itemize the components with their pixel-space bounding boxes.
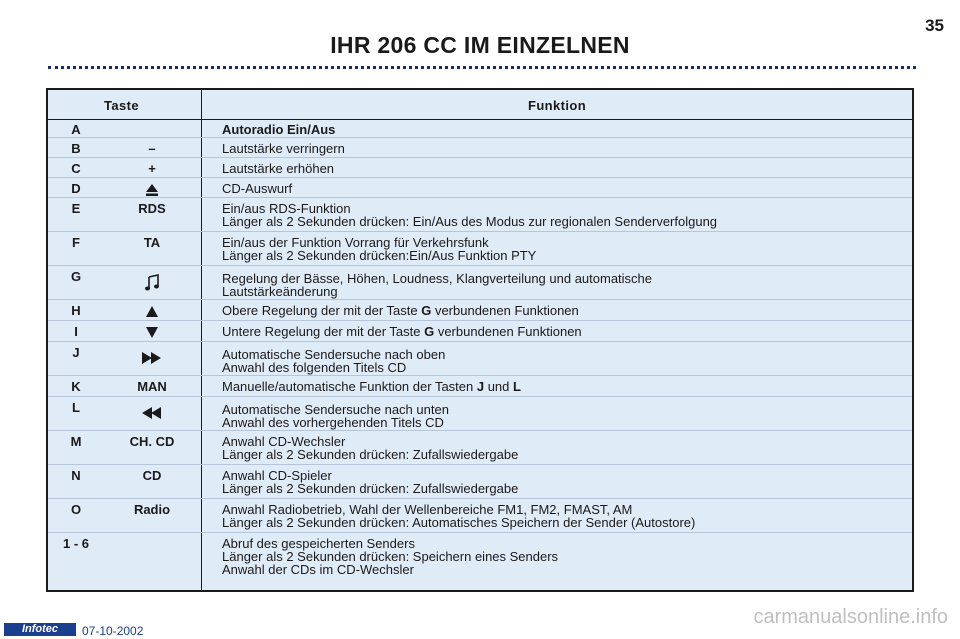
row-symbol: Radio — [133, 502, 171, 517]
dotted-rule — [48, 66, 916, 69]
row-key: J — [72, 345, 80, 360]
row-description — [222, 503, 902, 529]
row-key: H — [71, 303, 81, 318]
row-key: G — [70, 269, 82, 284]
table-row — [48, 499, 912, 533]
infotec-badge: Infotec — [4, 623, 76, 636]
row-key: O — [70, 502, 82, 517]
description-line: Lautstärkeänderung — [222, 284, 338, 299]
description-line: Länger als 2 Sekunden drücken:Ein/Aus Funktion PTY — [222, 248, 537, 263]
row-description — [222, 325, 902, 338]
table-row — [48, 376, 912, 397]
description-line: Lautstärke erhöhen — [222, 161, 335, 176]
description-line: CD-Auswurf — [222, 181, 293, 196]
row-key: D — [71, 181, 81, 196]
page-number: 35 — [925, 16, 944, 35]
row-key: M — [70, 434, 82, 449]
table-row — [48, 198, 912, 232]
row-description — [222, 272, 902, 298]
row-key: A — [71, 122, 81, 137]
row-description — [222, 142, 902, 155]
header-function: Funktion — [528, 98, 587, 113]
description-line: Länger als 2 Sekunden drücken: Automatisches Speichern der Sender (Autostore) — [222, 515, 696, 530]
description-line: Länger als 2 Sekunden drücken: Speichern eines Senders — [222, 549, 559, 564]
description-line: Anwahl des folgenden Titels CD — [222, 360, 407, 375]
table-row — [48, 465, 912, 499]
row-description — [222, 202, 902, 228]
description-line: Länger als 2 Sekunden drücken: Zufallswiedergabe — [222, 481, 519, 496]
table-row — [48, 158, 912, 178]
description-line: Länger als 2 Sekunden drücken: Ein/Aus des Modus zur regionalen Senderverfolgung — [222, 214, 718, 229]
description-line: Ein/aus RDS-Funktion — [222, 201, 351, 216]
row-description — [222, 123, 902, 136]
row-description — [222, 469, 902, 495]
table-row — [48, 178, 912, 198]
row-description — [222, 162, 902, 175]
description-line: Automatische Sendersuche nach oben — [222, 347, 446, 362]
watermark: carmanualsonline.info — [753, 606, 948, 628]
row-description — [222, 348, 902, 374]
table-row — [48, 321, 912, 342]
table-row — [48, 431, 912, 465]
table-row — [48, 232, 912, 266]
row-description — [222, 304, 902, 317]
description-line: Anwahl des vorhergehenden Titels CD — [222, 415, 444, 430]
table-header — [48, 90, 912, 120]
row-key: L — [72, 400, 80, 415]
footer-date: 07-10-2002 — [82, 624, 144, 638]
row-description — [222, 435, 902, 461]
fast-forward-icon — [104, 350, 200, 364]
description-line: Lautstärke verringern — [222, 141, 345, 156]
table-row — [48, 119, 912, 138]
up-triangle-icon — [104, 304, 200, 317]
description-line: Automatische Sendersuche nach unten — [222, 402, 449, 417]
row-symbol: CH. CD — [129, 434, 175, 449]
row-symbol: MAN — [137, 379, 167, 394]
row-key: N — [71, 468, 81, 483]
description-line: Ein/aus der Funktion Vorrang für Verkehrsfunk — [222, 235, 489, 250]
description-line: Manuelle/automatische Funktion der Tasten J und L — [222, 379, 521, 394]
eject-icon — [104, 182, 200, 197]
table-row — [48, 397, 912, 431]
table-row — [48, 342, 912, 376]
description-line: Länger als 2 Sekunden drücken: Zufallswiedergabe — [222, 447, 519, 462]
row-key: E — [71, 201, 81, 216]
down-triangle-icon — [104, 325, 200, 338]
rewind-icon — [104, 405, 200, 419]
table-row — [48, 138, 912, 158]
music-note-icon — [104, 274, 200, 292]
table-row — [48, 266, 912, 300]
description-line: Obere Regelung der mit der Taste G verbundenen Funktionen — [222, 303, 579, 318]
description-line: Autoradio Ein/Aus — [222, 122, 336, 137]
row-key: C — [71, 161, 81, 176]
row-key: K — [71, 379, 81, 394]
row-key: I — [74, 324, 78, 339]
description-line: Anwahl der CDs im CD-Wechsler — [222, 562, 414, 577]
table-row — [48, 533, 912, 590]
row-key: F — [72, 235, 80, 250]
description-line: Regelung der Bässe, Höhen, Loudness, Klangverteilung und automatische — [222, 271, 653, 286]
description-line: Untere Regelung der mit der Taste G verbundenen Funktionen — [222, 324, 582, 339]
header-key: Taste — [104, 98, 139, 113]
row-symbol: TA — [143, 235, 161, 250]
row-description — [222, 182, 902, 195]
row-symbol: CD — [142, 468, 162, 483]
row-description — [222, 537, 902, 576]
row-key: 1 - 6 — [62, 536, 89, 551]
row-key: B — [71, 141, 81, 156]
row-description — [222, 236, 902, 262]
description-line: Anwahl CD-Wechsler — [222, 434, 346, 449]
description-line: Anwahl CD-Spieler — [222, 468, 332, 483]
page-title: IHR 206 CC IM EINZELNEN — [330, 32, 630, 58]
function-table — [46, 88, 914, 592]
description-line: Anwahl Radiobetrieb, Wahl der Wellenbereiche FM1, FM2, FMAST, AM — [222, 502, 633, 517]
row-description — [222, 380, 902, 393]
description-line: Abruf des gespeicherten Senders — [222, 536, 415, 551]
row-description — [222, 403, 902, 429]
row-symbol: + — [148, 161, 156, 176]
row-symbol: RDS — [138, 201, 166, 216]
row-symbol: – — [148, 141, 156, 156]
table-row — [48, 300, 912, 321]
